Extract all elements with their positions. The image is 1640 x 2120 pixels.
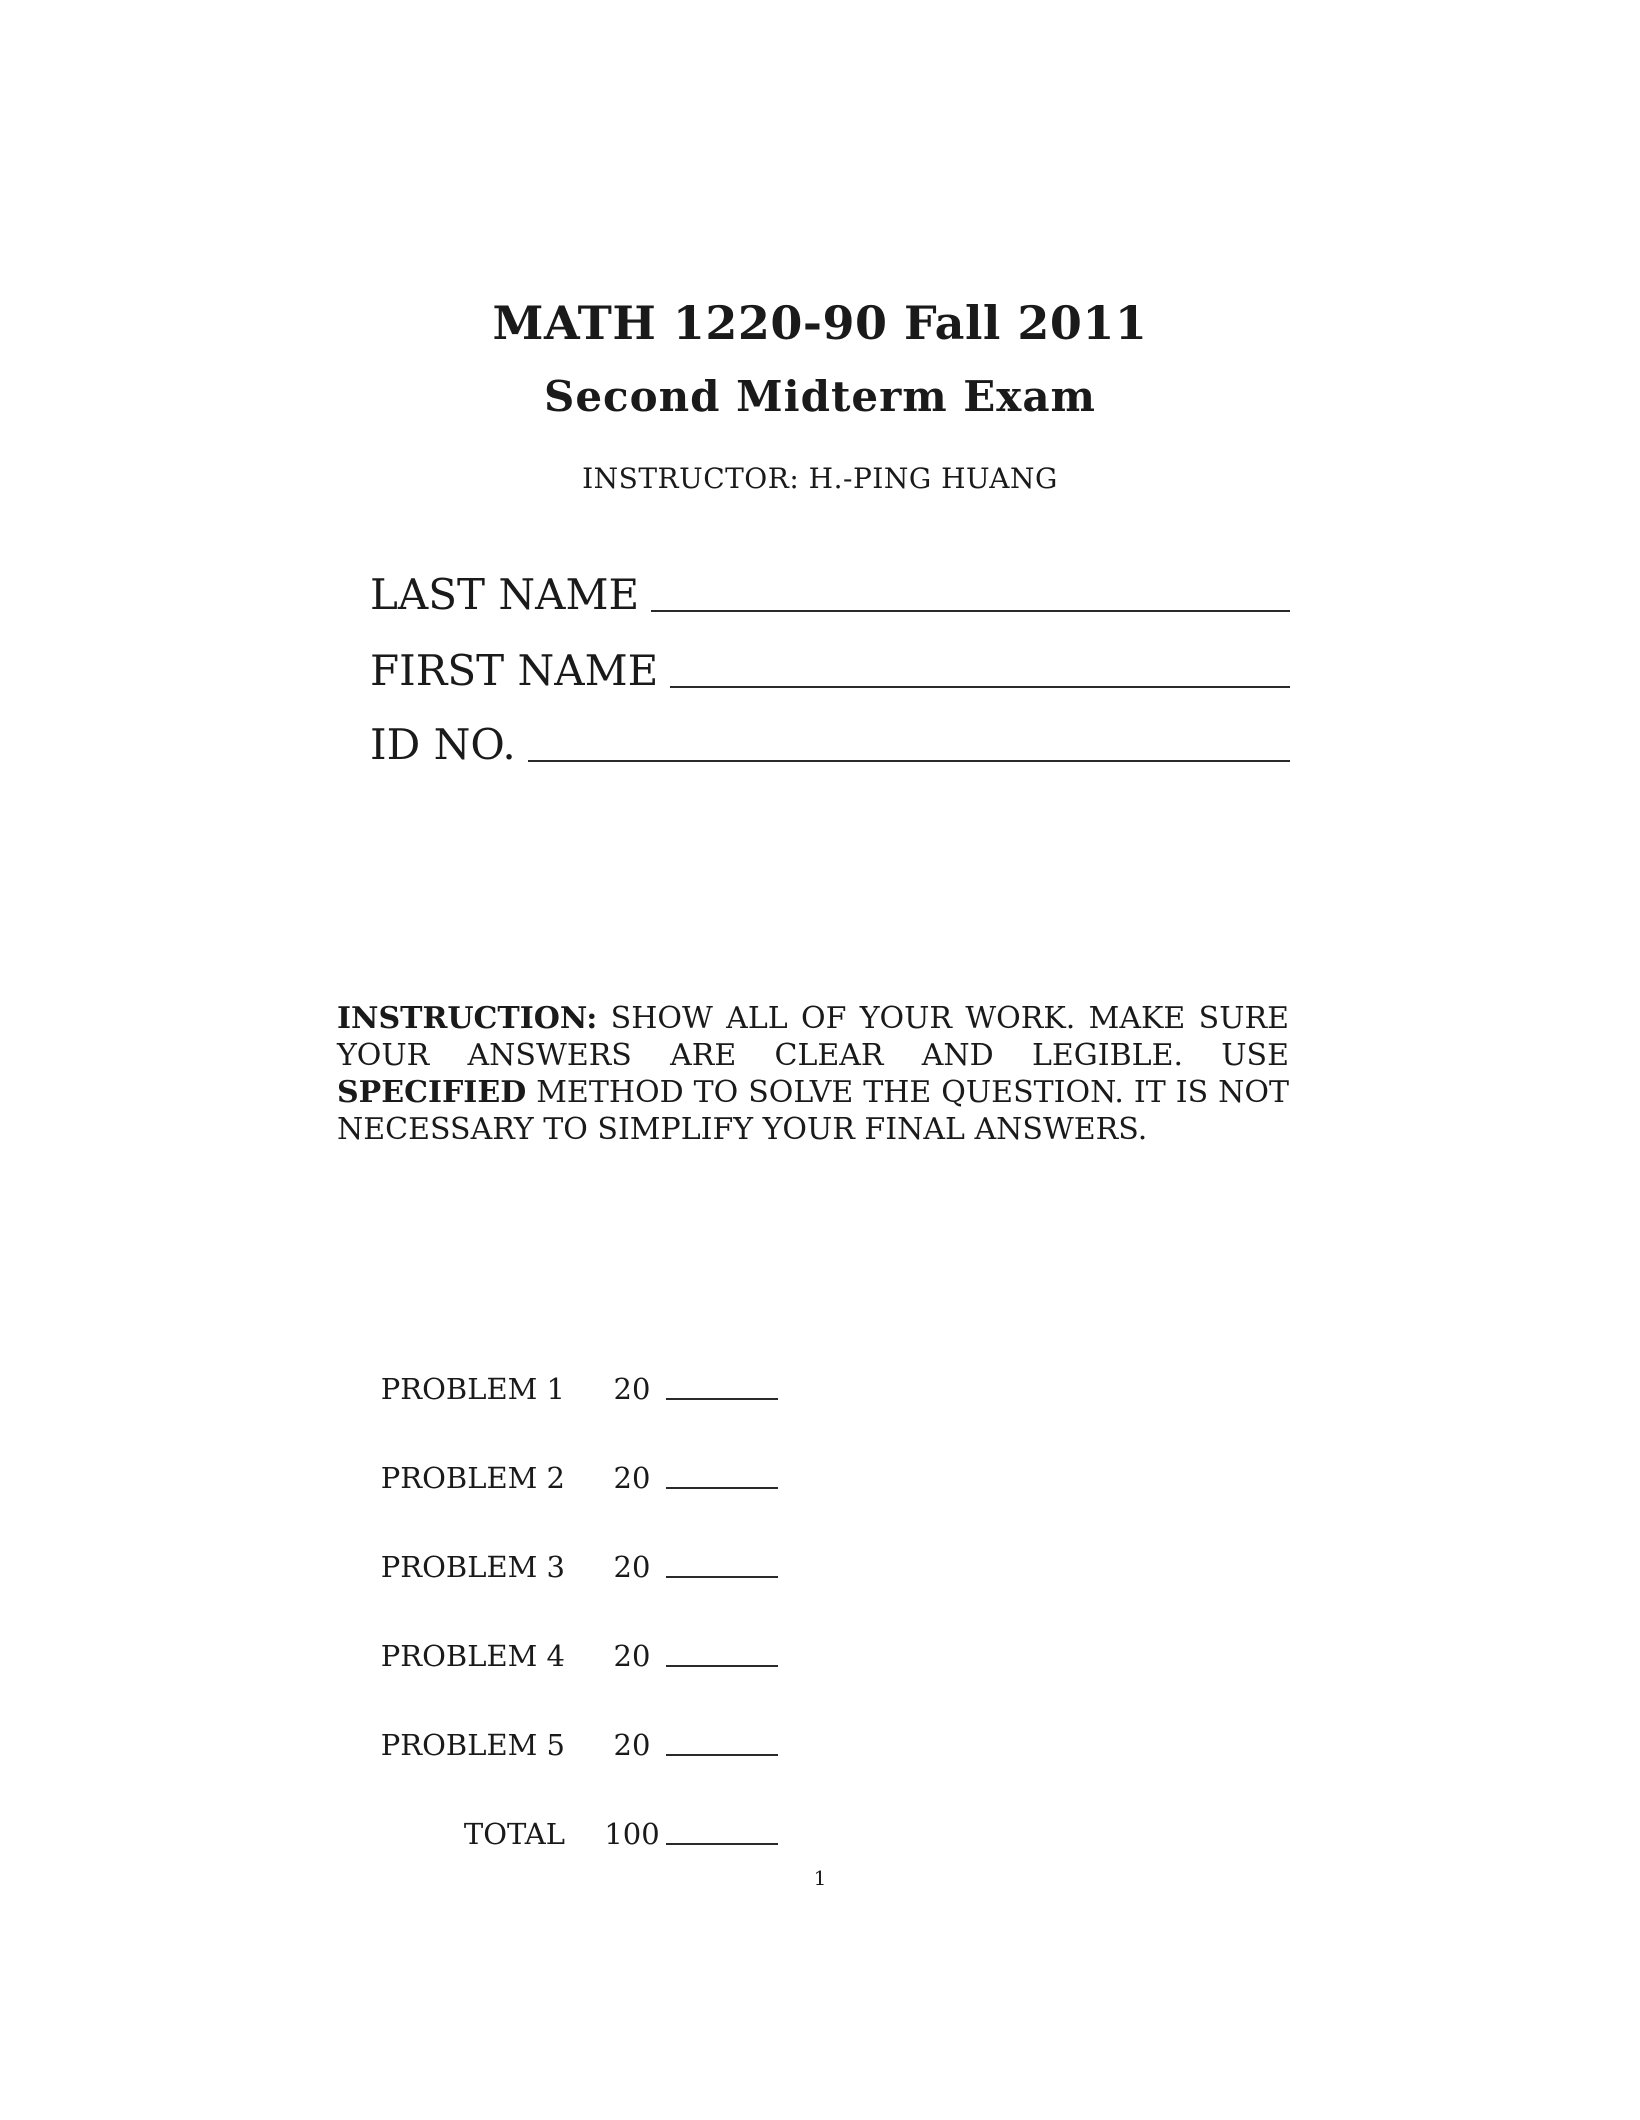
instruction-text-part1: SHOW ALL OF YOUR WORK. MAKE SURE YOUR ANSWERS ARE CLEAR AND LEGIBLE. USE bbox=[337, 1001, 1289, 1073]
last-name-label: LAST NAME bbox=[370, 570, 640, 619]
instruction-lead: INSTRUCTION: bbox=[337, 1001, 598, 1036]
score-label: PROBLEM 3 bbox=[380, 1550, 565, 1584]
first-name-blank[interactable] bbox=[670, 686, 1290, 688]
score-blank[interactable] bbox=[666, 1843, 778, 1845]
score-blank[interactable] bbox=[666, 1665, 778, 1667]
exam-title: MATH 1220-90 Fall 2011 bbox=[492, 296, 1148, 350]
first-name-label: FIRST NAME bbox=[370, 646, 659, 695]
score-blank[interactable] bbox=[666, 1398, 778, 1400]
first-name-field[interactable] bbox=[370, 642, 1290, 695]
id-number-label: ID NO. bbox=[370, 720, 516, 769]
score-label: PROBLEM 1 bbox=[380, 1372, 565, 1406]
score-points: 100 bbox=[604, 1817, 660, 1851]
score-points: 20 bbox=[613, 1550, 651, 1584]
id-number-blank[interactable] bbox=[528, 760, 1290, 762]
score-label: PROBLEM 5 bbox=[380, 1728, 565, 1762]
last-name-blank[interactable] bbox=[651, 610, 1290, 612]
exam-subtitle: Second Midterm Exam bbox=[544, 372, 1096, 421]
id-number-field[interactable] bbox=[370, 716, 1290, 769]
instructor-line: INSTRUCTOR: H.-PING HUANG bbox=[582, 462, 1058, 495]
instruction-emphasis: SPECIFIED bbox=[337, 1075, 527, 1110]
last-name-field[interactable] bbox=[370, 566, 1290, 619]
instruction-paragraph bbox=[337, 1000, 1289, 1148]
score-row-problem-2 bbox=[370, 1461, 790, 1501]
score-blank[interactable] bbox=[666, 1754, 778, 1756]
score-blank[interactable] bbox=[666, 1487, 778, 1489]
score-points: 20 bbox=[613, 1639, 651, 1673]
score-row-problem-5 bbox=[370, 1728, 790, 1768]
score-label: TOTAL bbox=[463, 1817, 565, 1851]
score-blank[interactable] bbox=[666, 1576, 778, 1578]
score-row-problem-4 bbox=[370, 1639, 790, 1679]
score-label: PROBLEM 4 bbox=[380, 1639, 565, 1673]
page-number: 1 bbox=[813, 1866, 827, 1890]
instruction-text-part2: METHOD TO SOLVE THE QUESTION. IT IS NOT NECESSARY TO SIMPLIFY YOUR FINAL ANSWERS. bbox=[337, 1075, 1289, 1147]
score-label: PROBLEM 2 bbox=[380, 1461, 565, 1495]
score-row-total bbox=[370, 1817, 790, 1857]
score-points: 20 bbox=[613, 1372, 651, 1406]
score-points: 20 bbox=[613, 1728, 651, 1762]
score-row-problem-1 bbox=[370, 1372, 790, 1412]
score-row-problem-3 bbox=[370, 1550, 790, 1590]
score-points: 20 bbox=[613, 1461, 651, 1495]
